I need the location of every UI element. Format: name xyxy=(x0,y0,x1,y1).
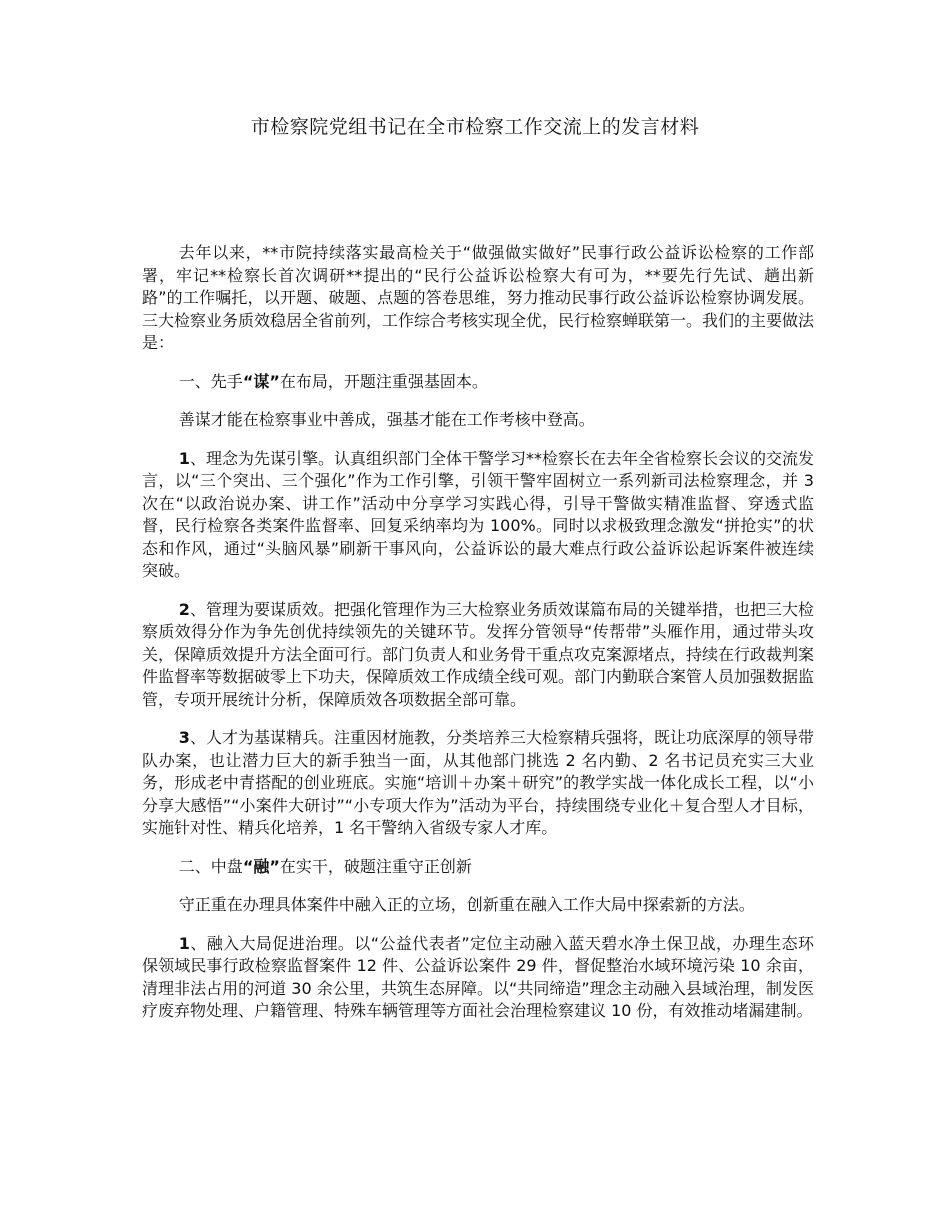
section-1-item-1 xyxy=(142,448,814,583)
item-number: 3 xyxy=(178,728,190,747)
item-text: 、理念为先谋引擎。认真组织部门全体干警学习**检察长在去年全省检察长会议的交流发言，以“三个突出、三个强化”作为工作引擎，引领干警牢固树立一系列新司法检察理念，并 3 次在“以政治说办案、讲工作”活动中分享学习实践心得，引导干警做实精准监督、穿透式监督，民行检察各类案件监督率、回复采纳率均为 100%。同时以求极致理念激发“拼抢实”的状态和作风，通过“头脑风暴”刷新干事风向，公益诉讼的最大难点行政公益诉讼起诉案件被连续突破。 xyxy=(142,448,814,580)
section-1-item-3 xyxy=(142,727,814,840)
document-title: 市检察院党组书记在全市检察工作交流上的发言材料 xyxy=(250,116,700,138)
item-text: 、管理为要谋质效。把强化管理作为三大检察业务质效谋篇布局的关键举措，也把三大检察质效得分作为争先创优持续领先的关键环节。发挥分管领导“传帮带”头雁作用，通过带头攻关，保障质效提升方法全面可行。部门负责人和业务骨干重点攻克案源堵点，持续在行政裁判案件监督率等数据破零上下功夫，保障质效工作成绩全线可观。部门内勤联合案管人员加强数据监管，专项开展统计分析，保障质效各项数据全部可靠。 xyxy=(142,599,815,709)
section-1-suffix: 在布局，开题注重强基固本。 xyxy=(279,371,488,391)
section-2-heading xyxy=(142,856,814,879)
section-1-keyword: “谋” xyxy=(242,371,280,391)
item-number: 1 xyxy=(178,933,190,953)
section-2-prefix: 二、中盘 xyxy=(178,856,243,876)
item-text: 、融入大局促进治理。以“公益代表者”定位主动融入蓝天碧水净土保卫战，办理生态环保领域民事行政检察监督案件 12 件、公益诉讼案件 29 件，督促整治水域环境污染 10 余亩，清理非法占用的河道 30 余公里，共筑生态屏障。以“共同缔造”理念主动融入县域治理，制发医疗废弃物处理、户籍管理、特殊车辆管理等方面社会治理检察建议 10 份，有效推动堵漏建制。 xyxy=(142,933,814,1020)
section-1-lead: 善谋才能在检察事业中善成，强基才能在工作考核中登高。 xyxy=(178,410,595,429)
document-body xyxy=(142,242,814,1039)
section-2-lead: 守正重在办理具体案件中融入正的立场，创新重在融入工作大局中探索新的方法。 xyxy=(178,895,755,914)
intro-paragraph: 去年以来，**市院持续落实最高检关于“做强做实做好”民事行政公益诉讼检察的工作部署，牢记**检察长首次调研**提出的“民行公益诉讼检察大有可为，**要先行先试、趟出新路”的工作嘱托，以开题、破题、点题的答卷思维，努力推动民事行政公益诉讼检察协调发展。三大检察业务质效稳居全省前列，工作综合考核实现全优，民行检察蝉联第一。我们的主要做法是： xyxy=(142,243,815,352)
section-2-item-1 xyxy=(142,933,814,1023)
section-1-prefix: 一、先手 xyxy=(178,371,243,391)
section-1-item-2 xyxy=(142,599,814,712)
item-number: 1 xyxy=(178,448,190,468)
section-1-heading xyxy=(142,371,814,394)
item-number: 2 xyxy=(178,599,190,619)
section-2-suffix: 在实干，破题注重守正创新 xyxy=(279,856,472,876)
section-2-keyword: “融” xyxy=(242,856,280,876)
item-text: 、人才为基谋精兵。注重因材施教，分类培养三大检察精兵强将，既让功底深厚的领导带队办案，也让潜力巨大的新手独当一面，从其他部门挑选 2 名内勤、2 名书记员充实三大业务，形成老中青搭配的创业班底。实施“培训＋办案＋研究”的教学实战一体化成长工程，以“小分享大感悟”“小案件大研讨”“小专项大作为”活动为平台，持续围绕专业化＋复合型人才目标，实施针对性、精兵化培养，1 名干警纳入省级专家人才库。 xyxy=(142,728,814,837)
